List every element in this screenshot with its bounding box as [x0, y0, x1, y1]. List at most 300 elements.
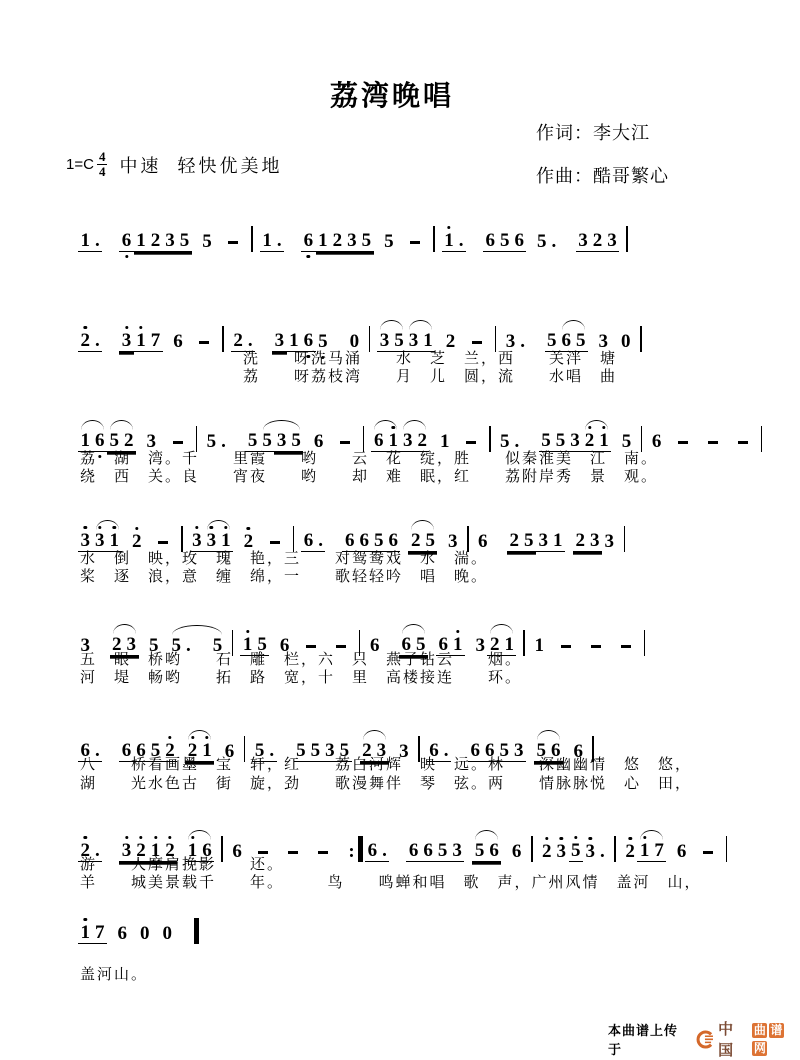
note: 6: [487, 840, 502, 862]
note: 6: [119, 230, 134, 252]
note: 5: [252, 740, 267, 762]
slur-arc: [411, 520, 434, 530]
barline: [433, 226, 435, 252]
site-name-prefix: 中国: [718, 1021, 735, 1059]
octave-dot-above: [589, 837, 592, 840]
note: 6: [301, 230, 316, 252]
slur-group: [637, 840, 666, 862]
note: 5: [148, 740, 163, 762]
note: 2: [360, 740, 375, 762]
note: 5: [255, 634, 270, 656]
note: 2: [231, 330, 246, 352]
note: 6: [548, 740, 563, 762]
duration-dash: [199, 341, 209, 344]
note: 1: [185, 840, 200, 862]
note: 5: [294, 740, 309, 762]
note: 1: [134, 230, 149, 252]
octave-dot-above: [135, 527, 138, 530]
note: 3: [119, 840, 134, 862]
note: 6: [369, 635, 380, 656]
note: 5: [177, 230, 192, 252]
note: 2: [78, 330, 93, 352]
note: 2: [163, 840, 178, 862]
barline: [222, 326, 224, 352]
note: 3: [475, 635, 485, 656]
note: 2: [445, 331, 456, 352]
uploaded-by-text: 本曲谱上传于: [608, 1023, 679, 1057]
octave-dot-above: [168, 836, 171, 839]
note: 5: [202, 231, 212, 252]
duration-dash: [466, 441, 476, 444]
note: 6: [117, 923, 127, 944]
notation-line-8: [78, 918, 201, 944]
note: 1: [442, 230, 457, 252]
lyric-line-2a: 洗 呀洗马涌 水 芝 兰，西 关泮 塘: [243, 350, 618, 367]
note: 1: [78, 922, 93, 944]
note: 3: [536, 530, 551, 552]
note: 3: [447, 531, 458, 552]
time-signature: [97, 150, 108, 180]
lyric-line-3a: 荔 湖 湾。千 里霞 哟 云 花 绽，胜 似秦淮美 江 南。: [80, 450, 659, 467]
note: 6: [676, 841, 687, 862]
octave-dot-above: [139, 836, 142, 839]
augmentation-dot: .: [93, 330, 103, 352]
note: 6: [559, 330, 574, 352]
note: 6: [200, 840, 215, 862]
note: 3: [274, 430, 289, 452]
note: 6: [342, 530, 357, 552]
note: 5: [423, 530, 438, 552]
note: 6: [134, 740, 149, 762]
slur-group: [472, 840, 501, 862]
note: 5: [107, 430, 122, 452]
augmentation-dot: .: [316, 530, 326, 552]
site-name-box-char: 曲: [753, 1023, 766, 1037]
note: 5: [539, 430, 554, 452]
meter-numerator: 4: [98, 149, 106, 164]
octave-dot-above: [125, 326, 128, 329]
slur-group: [371, 430, 400, 452]
slur-arc: [402, 624, 425, 634]
note: 6: [93, 430, 108, 452]
note: 1: [534, 635, 545, 656]
note: 3: [450, 840, 465, 862]
repeat-dots: :: [348, 841, 355, 862]
duration-dash: [306, 645, 316, 648]
note: 5: [497, 230, 512, 252]
barline: [489, 426, 491, 452]
note: 1: [240, 634, 255, 656]
note: 5: [435, 840, 450, 862]
composer-credit: 作曲：酷哥繁心: [536, 166, 669, 186]
slur-group: [400, 430, 429, 452]
final-barline: [358, 836, 364, 862]
note: 2: [573, 530, 588, 552]
lyric-line-7b: 羊 城美景载千 年。 鸟 鸣蝉和唱 歌 声，广州风情 盖河 山，: [80, 874, 702, 891]
key-and-tempo-line: [66, 150, 282, 180]
tempo-marking: 中速 轻快优美地: [119, 155, 283, 176]
note: 6: [406, 840, 421, 862]
slur-group: [559, 330, 588, 352]
duration-dash: [410, 241, 420, 244]
note: 5: [289, 430, 304, 452]
slur-arc: [113, 624, 136, 634]
note: 2: [185, 740, 200, 762]
duration-dash: [173, 441, 183, 444]
note: 3: [80, 635, 90, 656]
note: 1: [450, 634, 465, 656]
duration-dash: [561, 645, 571, 648]
note: 6: [301, 330, 316, 352]
note: 3: [190, 530, 205, 552]
slur-group: [93, 530, 122, 552]
slur-arc: [363, 730, 386, 740]
lyric-line-4b: 桨 逐 浪，意 缠 绵，一 歌轻轻吟 唱 晚。: [80, 568, 489, 585]
note: 5: [384, 231, 394, 252]
augmentation-dot: .: [267, 740, 277, 762]
slur-arc: [110, 420, 133, 430]
notation-line-1: [78, 226, 635, 252]
note: 1: [219, 530, 234, 552]
barline: [523, 630, 525, 656]
note: 5: [171, 635, 181, 656]
note: 5: [149, 635, 159, 656]
barline: [761, 426, 763, 452]
note: 6: [119, 740, 134, 762]
note: 6: [512, 230, 527, 252]
note: 6: [357, 530, 372, 552]
note: 2: [487, 634, 502, 656]
note: 3: [605, 230, 620, 252]
note: 1: [421, 330, 436, 352]
note: 5: [497, 740, 512, 762]
note: 6: [421, 840, 436, 862]
slur-arc: [475, 830, 498, 840]
augmentation-dot: .: [441, 740, 451, 762]
slur-arc: [172, 625, 222, 635]
note: 5: [316, 331, 331, 352]
note: 5: [472, 840, 487, 862]
lyric-line-6b: 湖 光水色古 街 旋，劲 歌漫舞伴 琴 弦。两 情脉脉悦 心 田，: [80, 775, 693, 792]
note: 2: [122, 430, 137, 452]
octave-dot-above: [574, 836, 577, 839]
note: 2: [540, 841, 555, 862]
note: 3: [576, 230, 591, 252]
augmentation-dot: .: [245, 330, 255, 352]
slur-arc: [380, 320, 403, 330]
note: 6: [279, 635, 290, 656]
duration-dash: [288, 851, 298, 854]
note: 6: [399, 634, 414, 656]
note: 5: [337, 740, 352, 762]
note: 5: [245, 430, 260, 452]
note: 2: [78, 840, 93, 862]
note: 3: [93, 530, 108, 552]
note: 7: [148, 330, 163, 352]
note: 2: [582, 430, 597, 452]
note: 1: [386, 430, 401, 452]
lyric-line-5b: 河 堤 畅哟 拓 路 宽，十 里 高楼接连 环。: [80, 669, 523, 686]
note: 2: [110, 634, 125, 656]
note: 6: [313, 431, 324, 452]
note: 5: [545, 330, 560, 352]
music-c-logo-icon: [696, 1030, 715, 1049]
barline: [363, 426, 365, 452]
note: 3: [554, 841, 569, 862]
rest-note: 0: [621, 331, 631, 352]
octave-dot-above: [246, 630, 249, 633]
note: 2: [415, 430, 430, 452]
augmentation-dot: .: [186, 635, 191, 656]
note: 3: [588, 530, 603, 552]
note: 1: [551, 530, 566, 552]
note: 3: [568, 430, 583, 452]
octave-dot-above: [84, 526, 87, 529]
note: 3: [163, 230, 178, 252]
lyricist-credit: 作词：李大江: [536, 123, 650, 143]
note: 2: [330, 230, 345, 252]
note: 6: [483, 230, 498, 252]
note: 6: [511, 841, 522, 862]
octave-dot-above: [168, 736, 171, 739]
barline: [614, 836, 616, 862]
note: 6: [371, 430, 386, 452]
note: 5: [569, 840, 584, 862]
note: 5: [212, 635, 223, 656]
octave-dot-above: [84, 326, 87, 329]
repeat-barline: [348, 836, 365, 862]
note: 1: [287, 330, 302, 352]
rest-note: 0: [162, 923, 172, 944]
barline: [531, 836, 533, 862]
slur-arc: [537, 730, 560, 740]
note: 3: [146, 431, 156, 452]
lyric-line-8: 盖河山。: [80, 966, 149, 983]
note: 3: [598, 331, 609, 352]
barline: [726, 836, 728, 862]
octave-dot-below: [307, 255, 310, 258]
octave-dot-above: [545, 837, 548, 840]
note: 2: [507, 530, 522, 552]
barline: [467, 526, 469, 552]
note: 5: [534, 740, 549, 762]
slur-arc: [490, 624, 513, 634]
note: 1: [78, 430, 93, 452]
note: 5: [392, 330, 407, 352]
note: 6: [482, 740, 497, 762]
barline: [626, 226, 628, 252]
notation-line-4: [78, 526, 632, 552]
augmentation-dot: .: [551, 231, 557, 252]
octave-dot-above: [447, 226, 450, 229]
augmentation-dot: .: [456, 230, 466, 252]
barline: [369, 326, 371, 352]
notation-line-3: [78, 426, 769, 452]
note: 2: [134, 840, 149, 862]
barline: [644, 630, 646, 656]
note: 3: [323, 740, 338, 762]
duration-dash: [621, 645, 631, 648]
key-signature: 1=C: [66, 156, 94, 174]
note: 3: [345, 230, 360, 252]
slur-group: [107, 430, 136, 452]
note: 6: [386, 530, 401, 552]
note: 3: [272, 330, 287, 352]
note: 3: [204, 530, 219, 552]
barline: [196, 426, 198, 452]
note: 7: [93, 922, 108, 944]
note: 5: [522, 530, 537, 552]
slur-arc: [562, 320, 585, 330]
duration-dash: [472, 341, 482, 344]
barline: [251, 226, 253, 252]
duration-dash: [318, 851, 328, 854]
note: 2: [241, 531, 256, 552]
note: 3: [399, 741, 409, 762]
note: 2: [408, 530, 423, 552]
note: 3: [78, 530, 93, 552]
note: 5: [359, 230, 374, 252]
note: 1: [200, 740, 215, 762]
note: 6: [301, 530, 316, 552]
note: 6: [468, 740, 483, 762]
barline: [495, 326, 497, 352]
duration-dash: [336, 645, 346, 648]
note: 1: [637, 840, 652, 862]
augmentation-dot: .: [380, 840, 390, 862]
note: 5: [308, 740, 323, 762]
note: 6: [78, 740, 93, 762]
lyric-line-7a: 游 人摩肩挽影 还。: [80, 856, 285, 873]
duration-dash: [738, 441, 748, 444]
note: 3: [400, 430, 415, 452]
duration-dash: [678, 441, 688, 444]
rest-note: 0: [349, 331, 360, 352]
note: 6: [573, 741, 583, 762]
song-title: 荔湾晚唱: [329, 80, 454, 111]
augmentation-dot: .: [93, 840, 103, 862]
octave-dot-above: [139, 326, 142, 329]
barline: [641, 426, 643, 452]
augmentation-dot: .: [221, 431, 226, 452]
duration-dash: [228, 241, 238, 244]
note: 6: [224, 741, 235, 762]
note: 7: [652, 840, 667, 862]
augmentation-dot: .: [514, 431, 520, 452]
note: 2: [590, 230, 605, 252]
note: 2: [148, 230, 163, 252]
duration-dash: [703, 851, 713, 854]
final-barline: [194, 918, 200, 944]
note: 1: [597, 430, 612, 452]
lyric-line-6a: 八 桥看画墨 宝 轩，红 荔白河辉 映 远。林 深幽幽情 悠 悠，: [80, 756, 693, 773]
note: 1: [260, 230, 275, 252]
slur-arc: [263, 420, 301, 430]
note: 6: [232, 841, 242, 862]
augmentation-dot: .: [274, 230, 284, 252]
slur-group: [260, 430, 304, 452]
note: 6: [651, 431, 662, 452]
site-logo: [696, 1018, 800, 1060]
note: 1: [439, 431, 450, 452]
duration-dash: [258, 851, 268, 854]
rest-note: 0: [140, 923, 150, 944]
note: 3: [124, 634, 139, 656]
duration-dash: [158, 541, 168, 544]
note: 3: [604, 531, 615, 552]
lyric-line-5a: 五 眼 桥哟 石 雕 栏，六 只 燕子钻云 烟。: [80, 651, 523, 668]
note: 3: [583, 841, 598, 862]
note: 5: [413, 634, 428, 656]
slur-group: [406, 330, 435, 352]
note: 3: [511, 740, 526, 762]
note: 5: [553, 430, 568, 452]
barline: [624, 526, 626, 552]
note: 5: [621, 431, 632, 452]
note: 5: [206, 431, 217, 452]
slur-arc: [403, 420, 426, 430]
note: 3: [119, 330, 134, 352]
note: 6: [365, 840, 380, 862]
note: 5: [371, 530, 386, 552]
octave-dot-above: [84, 918, 87, 921]
meter-denominator: 4: [98, 164, 106, 180]
octave-dot-above: [84, 836, 87, 839]
note: 1: [502, 634, 517, 656]
slur-arc: [409, 320, 432, 330]
octave-dot-above: [560, 837, 563, 840]
note: 1: [148, 840, 163, 862]
note: 6: [478, 531, 488, 552]
note: 3: [377, 330, 392, 352]
note: 3: [374, 740, 389, 762]
note: 1: [316, 230, 331, 252]
slur-arc: [81, 420, 104, 430]
octave-dot-above: [628, 837, 631, 840]
note: 1: [134, 330, 149, 352]
octave-dot-above: [125, 836, 128, 839]
octave-dot-above: [247, 527, 250, 530]
octave-dot-above: [154, 836, 157, 839]
note: 5: [260, 430, 275, 452]
slur-group: [204, 530, 233, 552]
site-name-box-char: 谱: [770, 1023, 783, 1037]
octave-dot-below: [125, 255, 128, 258]
lyric-line-4a: 水 倒 映，玫 瑰 艳，三 对鸳鸯戏 水 湍。: [80, 550, 489, 567]
note: 6: [173, 331, 183, 352]
note: 3: [406, 330, 421, 352]
augmentation-dot: .: [93, 740, 103, 762]
note: 1: [107, 530, 122, 552]
site-name-boxes: [751, 1021, 800, 1057]
note: 2: [623, 841, 638, 862]
slur-group: [78, 430, 107, 452]
slur-group: [408, 530, 437, 552]
barline: [640, 326, 642, 352]
note: 5: [500, 431, 510, 452]
note: 2: [130, 531, 145, 552]
augmentation-dot: .: [520, 331, 526, 352]
barline: [293, 526, 295, 552]
lyric-line-3b: 绕 西 关。良 宵夜 哟 却 难 眠，红 荔附岸秀 景 观。: [80, 468, 659, 485]
barline: [181, 526, 183, 552]
note: 5: [574, 330, 589, 352]
site-name-box-char: 网: [753, 1041, 766, 1055]
slur-group: [582, 430, 611, 452]
duration-dash: [270, 541, 280, 544]
lyric-line-2b: 荔 呀荔枝湾 月 儿 圆，流 水唱 曲: [243, 368, 618, 385]
slur-group: [377, 330, 406, 352]
